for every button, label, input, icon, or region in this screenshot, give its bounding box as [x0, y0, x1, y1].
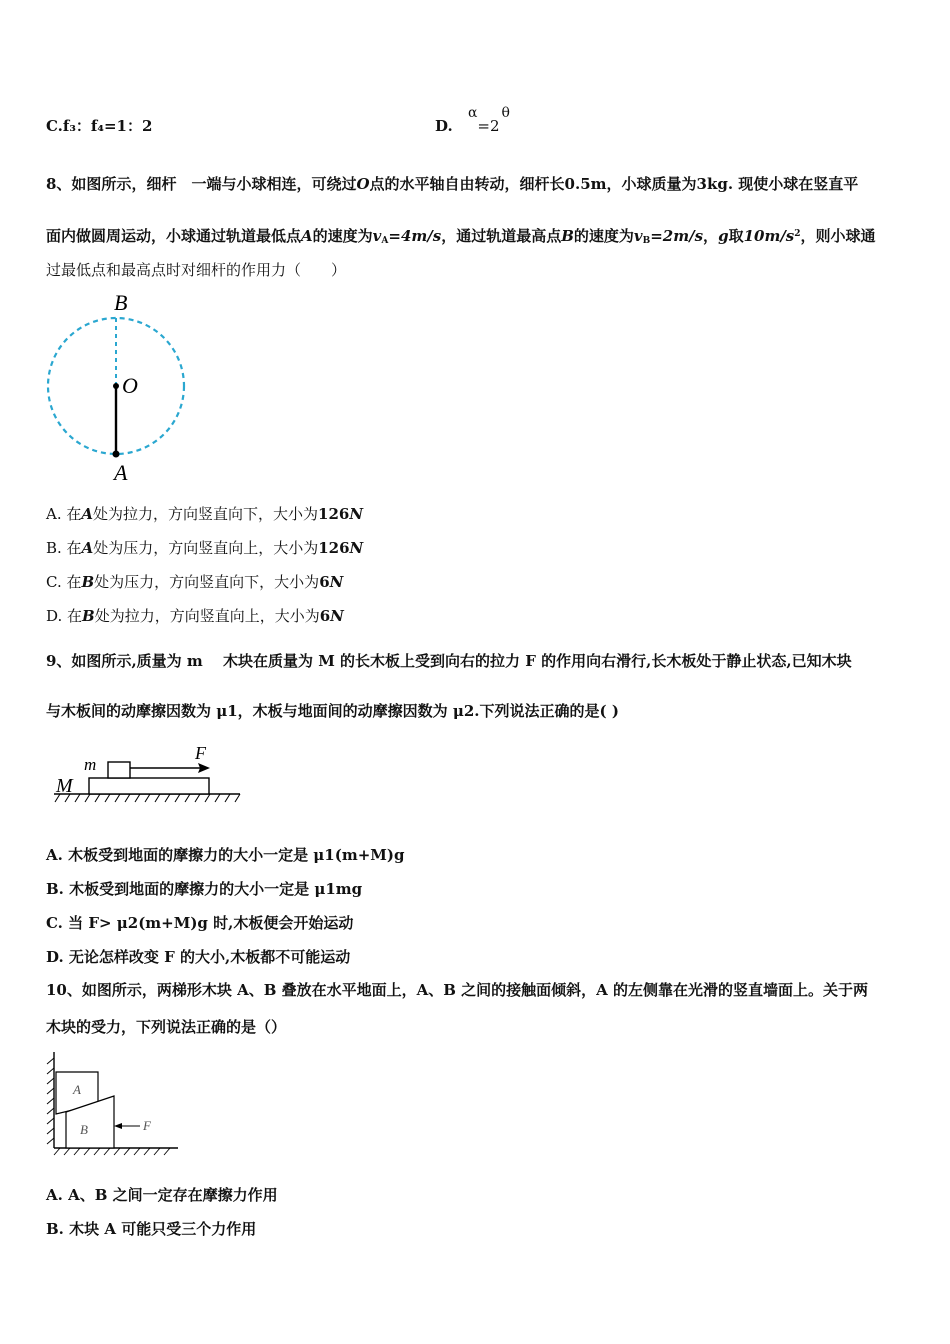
q8-text: ，小球质量为: [606, 175, 697, 193]
q10-arrowhead: [114, 1123, 122, 1129]
q8-g: g: [718, 227, 729, 245]
q7-option-d-eq: =2: [477, 117, 500, 135]
q9-label-M: M: [56, 775, 73, 797]
q8-stem-line1: [46, 174, 858, 194]
q8-label-a: A: [114, 460, 128, 485]
q8-stem-line2: [46, 224, 876, 251]
q10-label-a: A: [73, 1082, 81, 1097]
q8-option-c: [46, 571, 343, 592]
q8-text: . 现使小球在竖直平: [727, 175, 859, 193]
q10-label-b: B: [80, 1122, 88, 1137]
option-prefix: B. 在: [46, 539, 82, 557]
q9-stem-line1: 9、如图所示,质量为 m 木块在质量为 M 的长木板上受到向右的拉力 F 的作用向右滑行,长木板处于静止状态,已知木块: [46, 652, 852, 670]
q8-va-value: =4m/s: [388, 227, 442, 245]
option-prefix: C. 在: [46, 573, 82, 591]
q9-block: [108, 762, 130, 778]
option-text: 处为压力，方向竖直向上，大小为: [93, 539, 319, 557]
q8-vb: v: [633, 227, 643, 245]
q8-va-sub: A: [381, 236, 389, 246]
q8-text: ，则小球通: [800, 227, 876, 245]
q8-length: 0.5m: [564, 175, 607, 193]
q8-point-o: O: [356, 175, 370, 193]
q8-label-o: O: [122, 373, 138, 398]
theta-symbol: θ: [501, 105, 510, 121]
option-prefix: D. 在: [46, 607, 83, 625]
q10-label-f: F: [143, 1118, 151, 1133]
q8-text: 的速度为: [312, 227, 373, 245]
option-point: A: [81, 505, 94, 523]
q8-mass: 3kg: [696, 175, 728, 193]
q9-option-a: A. 木板受到地面的摩擦力的大小一定是 μ1(m+M)g: [46, 846, 405, 864]
q8-point-a: A: [301, 227, 313, 245]
q8-label-b: B: [114, 290, 128, 315]
q10-stem-line2: 木块的受力，下列说法正确的是（）: [46, 1018, 287, 1036]
q7-option-c: C.f₃：f₄=1：2: [46, 117, 153, 135]
q9-label-m: m: [84, 755, 97, 774]
option-unit: N: [349, 505, 364, 523]
q8-vb-value: =2m/s: [650, 227, 704, 245]
q8-option-a: [46, 503, 363, 524]
q10-stem-line1: 10、如图所示，两梯形木块 A、B 叠放在水平地面上，A、B 之间的接触面倾斜，A 的左侧靠在光滑的竖直墙面上。关于两: [46, 981, 869, 999]
option-unit: N: [330, 607, 344, 625]
q10-floor-hatch: [54, 1148, 170, 1155]
q7-option-d-label: D.: [435, 117, 453, 135]
option-text: 处为拉力，方向竖直向上，大小为: [94, 607, 320, 625]
option-unit: N: [349, 539, 364, 557]
q8-text: ，通过轨道最高点: [441, 227, 562, 245]
q9-ground-hatch: [55, 794, 240, 802]
q8-text: 取: [728, 227, 744, 245]
q8-text: ，: [703, 227, 719, 245]
q8-va: v: [372, 227, 382, 245]
option-value: 126: [318, 539, 350, 557]
option-value: 6: [319, 573, 330, 591]
q10-blocks-diagram: [40, 1048, 185, 1160]
q8-g-value: 10m/s: [743, 227, 795, 245]
q8-text: 点的水平轴自由转动，细杆长: [369, 175, 565, 193]
alpha-symbol: α: [467, 105, 478, 121]
q8-circle-diagram: [44, 288, 194, 486]
q9-option-d: D. 无论怎样改变 F 的大小,木板都不可能运动: [46, 948, 351, 966]
q8-ball: [113, 451, 120, 458]
q8-option-b: [46, 537, 363, 558]
q9-option-c: C. 当 F> μ2(m+M)g 时,木板便会开始运动: [46, 914, 354, 932]
q8-pivot-point: [113, 383, 119, 389]
q10-option-a: A. A、B 之间一定存在摩擦力作用: [46, 1186, 278, 1204]
option-prefix: A. 在: [46, 505, 82, 523]
q10-option-b: B. 木块 A 可能只受三个力作用: [46, 1220, 257, 1238]
q8-text: 的速度为: [573, 227, 634, 245]
q9-board-diagram: [50, 740, 245, 812]
q10-wall-hatch: [47, 1058, 54, 1144]
q8-text: 8、如图所示，细杆 一端与小球相连，可绕过: [46, 175, 357, 193]
option-unit: N: [329, 573, 344, 591]
q9-option-b: B. 木板受到地面的摩擦力的大小一定是 μ1mg: [46, 880, 363, 898]
q8-option-d: [46, 605, 344, 626]
q8-g-exponent: 2: [794, 229, 801, 239]
option-text: 处为拉力，方向竖直向下，大小为: [93, 505, 319, 523]
q9-label-F: F: [195, 743, 206, 763]
option-text: 处为压力，方向竖直向下，大小为: [94, 573, 320, 591]
q8-stem-line3: 过最低点和最高点时对细杆的作用力（ ）: [46, 261, 347, 279]
q7-option-d: [435, 105, 510, 137]
q8-text: 面内做圆周运动，小球通过轨道最低点: [46, 227, 302, 245]
q8-point-b: B: [561, 227, 574, 245]
q9-stem-line2: 与木板间的动摩擦因数为 μ1，木板与地面间的动摩擦因数为 μ2.下列说法正确的是( ): [46, 702, 619, 720]
option-value: 126: [318, 505, 350, 523]
q8-vb-sub: B: [642, 236, 651, 246]
option-point: B: [82, 607, 95, 625]
option-point: A: [81, 539, 94, 557]
q9-long-board: [89, 778, 209, 794]
option-point: B: [81, 573, 95, 591]
option-value: 6: [319, 607, 331, 625]
